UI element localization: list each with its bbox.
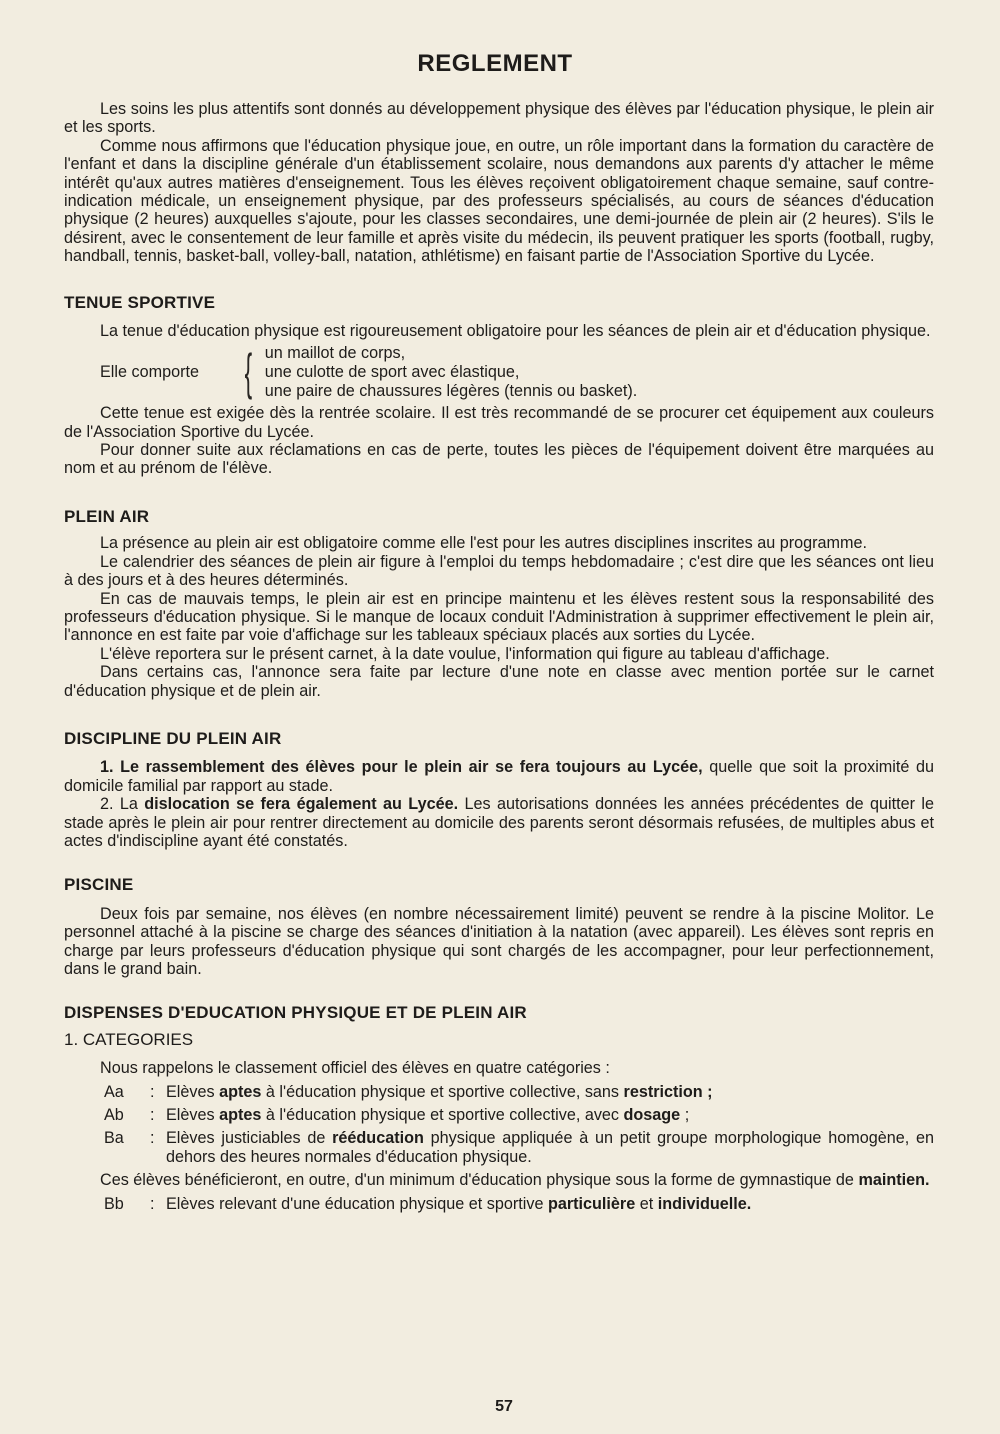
bold-part: aptes [219,1082,262,1101]
outfit-item: une paire de chaussures légères (tennis ou basket). [264,381,638,400]
bold-part: maintien. [858,1171,930,1190]
category-text [166,1083,934,1101]
category-text [166,1195,934,1213]
outfit-items [265,344,638,400]
text-part: Elèves [166,1082,220,1101]
tenue-paragraph-2: Cette tenue est exigée dès la rentrée scolaire. Il est très recommandé de se procurer cet équipement aux couleurs de l'Association Sportive du Lycée. [64,404,934,441]
bold-part: restriction ; [623,1082,713,1101]
outfit-list-block [100,344,934,400]
brace-glyph: { [244,344,253,401]
outfit-label: Elle comporte [100,363,199,382]
rule-2-text: Les autorisations données les années précédentes de quitter le stade après le plein air pour rentrer directement au domicile des parents seront désormais refusées, de multiples abus et actes d'indiscipline ayant été constatés. [64,795,934,850]
intro-paragraph-1: Les soins les plus attentifs sont donnés au développement physique des élèves par l'éducation physique, le plein air et les sports. [64,100,934,137]
tenue-paragraph-3: Pour donner suite aux réclamations en cas de perte, toutes les pièces de l'équipement doivent être marquées au nom et au prénom de l'élève. [64,441,934,478]
heading-piscine: PISCINE [64,875,134,895]
rule-2-bold: dislocation se fera également au Lycée. [144,795,459,814]
heading-dispenses: DISPENSES D'EDUCATION PHYSIQUE ET DE PLEIN AIR [64,1003,527,1023]
text-part: physique appliquée à un petit groupe morphologique homogène, en dehors des heures normales d'éducation physique. [166,1129,934,1166]
subheading-categories: 1. CATEGORIES [64,1029,194,1049]
maintien-paragraph [64,1171,934,1189]
text-part: ; [680,1106,690,1125]
text-part: et [635,1194,658,1213]
text-part: Elèves justiciables de [166,1129,333,1148]
bold-part: rééducation [332,1129,424,1148]
category-separator: : [150,1082,155,1101]
category-text [166,1129,934,1166]
tenue-paragraph-1: La tenue d'éducation physique est rigoureusement obligatoire pour les séances de plein air et d'éducation physique. [100,322,931,341]
rule-1-bold: 1. Le rassemblement des élèves pour le plein air se fera toujours au Lycée, [100,758,703,777]
category-aa [64,1083,934,1101]
heading-plein-air: PLEIN AIR [64,506,150,526]
rule-1-text: quelle que soit la proximité du domicile familial par rapport au stade. [64,758,934,795]
category-separator: : [150,1129,155,1148]
outfit-item: une culotte de sport avec élastique, [264,363,520,382]
category-ba [64,1129,934,1166]
discipline-rule-1 [64,758,934,795]
category-text [166,1106,934,1124]
discipline-rule-2 [64,795,934,850]
rule-2-prefix: 2. La [100,795,145,814]
text-part: Ces élèves bénéficieront, en outre, d'un minimum d'éducation physique sous la forme de gymnastique de [100,1171,859,1190]
page-title: REGLEMENT [417,50,573,77]
text-part: Elèves [166,1106,220,1125]
page-number: 57 [495,1398,513,1415]
outfit-item: un maillot de corps, [264,344,406,363]
intro-paragraph-2: Comme nous affirmons que l'éducation physique joue, en outre, un rôle important dans la formation du caractère de l'enfant et dans la discipline générale d'un établissement scolaire, nous demandons aux parents d'y attacher le même intérêt qu'aux autres matières d'enseignement. Tous les élèves reçoivent obligatoirement chaque semaine, sauf contre-indication médicale, un enseignement physique, par des professeurs spécialisés, au cours de séances d'éducation physique (2 heures) auxquelles s'ajoute, pour les classes secondaires, une demi-journée de plein air (2 heures). S'ils le désirent, avec le consentement de leur famille et après visite du médecin, ils peuvent pratiquer les sports (football, rugby, handball, tennis, basket-ball, volley-ball, natation, athlétisme) en faisant partie de l'Association Sportive du Lycée. [64,136,934,266]
document-body [64,100,934,1213]
category-code: Bb [104,1194,124,1213]
bold-part: dosage [623,1106,681,1125]
plein-air-paragraph: Le calendrier des séances de plein air figure à l'emploi du temps hebdomadaire ; c'est dire que les séances ont lieu à des jours et à des heures déterminés. [64,552,934,590]
category-code: Ab [104,1106,124,1125]
text-part: Elèves relevant d'une éducation physique et sportive [166,1194,548,1213]
plein-air-paragraph: La présence au plein air est obligatoire comme elle l'est pour les autres disciplines inscrites au programme. [100,534,867,553]
bold-part: particulière [547,1194,636,1213]
category-code: Ba [104,1129,124,1148]
category-ab [64,1106,934,1124]
category-code: Aa [104,1082,124,1101]
bold-part: individuelle. [657,1194,752,1213]
heading-discipline: DISCIPLINE DU PLEIN AIR [64,728,282,748]
category-separator: : [150,1106,155,1125]
text-part: à l'éducation physique et sportive collective, avec [261,1106,624,1125]
plein-air-paragraph: En cas de mauvais temps, le plein air est en principe maintenu et les élèves restent sous la responsabilité des professeurs d'éducation physique. Si le manque de locaux conduit l'Administration à supprimer effectivement le plein air, l'annonce en est faite par voie d'affichage sur les tableaux spéciaux placés aux sorties du Lycée. [64,589,934,645]
category-separator: : [150,1194,155,1213]
category-bb [64,1195,934,1213]
heading-tenue-sportive: TENUE SPORTIVE [64,292,216,312]
categories-intro: Nous rappelons le classement officiel des élèves en quatre catégories : [100,1059,610,1078]
text-part: à l'éducation physique et sportive collective, sans [261,1082,624,1101]
piscine-paragraph: Deux fois par semaine, nos élèves (en nombre nécessairement limité) peuvent se rendre à la piscine Molitor. Le personnel attaché à la piscine se charge des séances d'initiation à la natation (avec appareil). Les élèves sont repris en charge par leurs professeurs d'éducation physique qui sont chargés de les accompagner, pour leur perfectionnement, dans le grand bain. [64,904,934,978]
plein-air-paragraph: Dans certains cas, l'annonce sera faite par lecture d'une note en classe avec mention portée sur le carnet d'éducation physique et de plein air. [64,663,934,700]
bold-part: aptes [219,1106,262,1125]
plein-air-paragraph: L'élève reportera sur le présent carnet, à la date voulue, l'information qui figure au tableau d'affichage. [100,644,830,663]
